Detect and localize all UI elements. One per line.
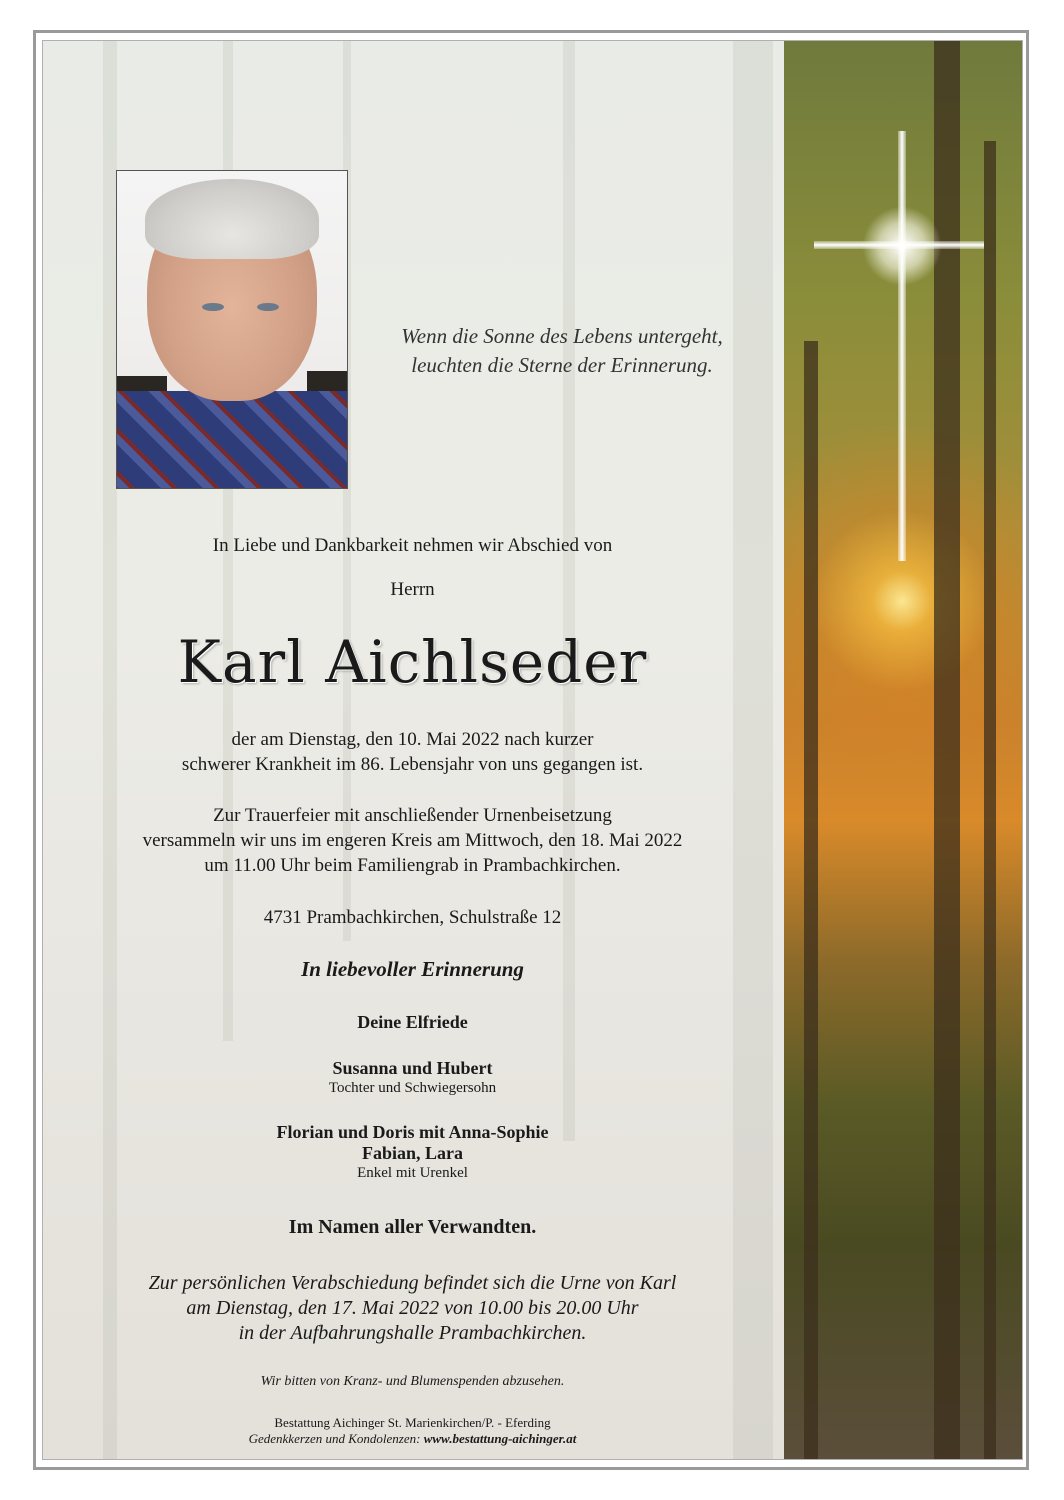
salutation: Herrn — [390, 579, 435, 600]
death-line-2: schwerer Krankheit im 86. Lebensjahr von uns gegangen ist. — [181, 754, 644, 775]
farewell-line-1: Zur persönlichen Verabschiedung befindet sich die Urne von Karl — [148, 1272, 677, 1294]
address: 4731 Prambachkirchen, Schulstraße 12 — [263, 907, 562, 928]
ceremony-line-1: Zur Trauerfeier mit anschließender Urnenbeisetzung — [213, 805, 612, 826]
grandchildren-relation: Enkel mit Urenkel — [357, 1165, 468, 1181]
memory-heading: In liebevoller Erinnerung — [301, 957, 524, 981]
grandchildren-block — [42, 1122, 783, 1182]
relatives-line: Im Namen aller Verwandten. — [288, 1216, 537, 1238]
grandchildren-line-2: Fabian, Lara — [361, 1143, 463, 1163]
children-block — [42, 1058, 783, 1097]
children-names: Susanna und Hubert — [332, 1058, 493, 1078]
intro-text: In Liebe und Dankbarkeit nehmen wir Abschied von — [212, 535, 613, 556]
sunset-forest-image — [784, 41, 1023, 1459]
quote-line-2: leuchten die Sterne der Erinnerung. — [411, 353, 713, 377]
memorial-quote — [370, 322, 754, 380]
quote-line-1: Wenn die Sonne des Lebens untergeht, — [401, 324, 723, 348]
deceased-name: Karl Aichlseder — [177, 628, 648, 696]
spouse-name: Deine Elfriede — [357, 1012, 468, 1032]
farewell-info — [42, 1271, 783, 1346]
children-relation: Tochter und Schwiegersohn — [328, 1080, 497, 1096]
no-flowers-note: Wir bitten von Kranz- und Blumenspenden abzusehen. — [260, 1374, 565, 1389]
portrait-photo — [116, 170, 348, 489]
condolence-label: Gedenkkerzen und Kondolenzen: — [248, 1431, 421, 1446]
footer — [42, 1415, 783, 1447]
cross-bar — [814, 241, 984, 249]
farewell-line-3: in der Aufbahrungshalle Prambachkirchen. — [238, 1322, 587, 1344]
ceremony-line-3: um 11.00 Uhr beim Familiengrab in Prambachkirchen. — [204, 855, 621, 876]
farewell-line-2: am Dienstag, den 17. Mai 2022 von 10.00 bis 20.00 Uhr — [186, 1297, 639, 1319]
cross-icon — [898, 131, 906, 561]
death-notice — [42, 727, 783, 777]
death-line-1: der am Dienstag, den 10. Mai 2022 nach kurzer — [231, 729, 594, 750]
condolence-line — [42, 1431, 783, 1447]
funeral-home: Bestattung Aichinger St. Marienkirchen/P. - Eferding — [274, 1415, 551, 1430]
ceremony-line-2: versammeln wir uns im engeren Kreis am Mittwoch, den 18. Mai 2022 — [142, 830, 683, 851]
ceremony-info — [42, 803, 783, 878]
website-link[interactable]: www.bestattung-aichinger.at — [423, 1431, 577, 1446]
grandchildren-line-1: Florian und Doris mit Anna-Sophie — [276, 1122, 549, 1142]
